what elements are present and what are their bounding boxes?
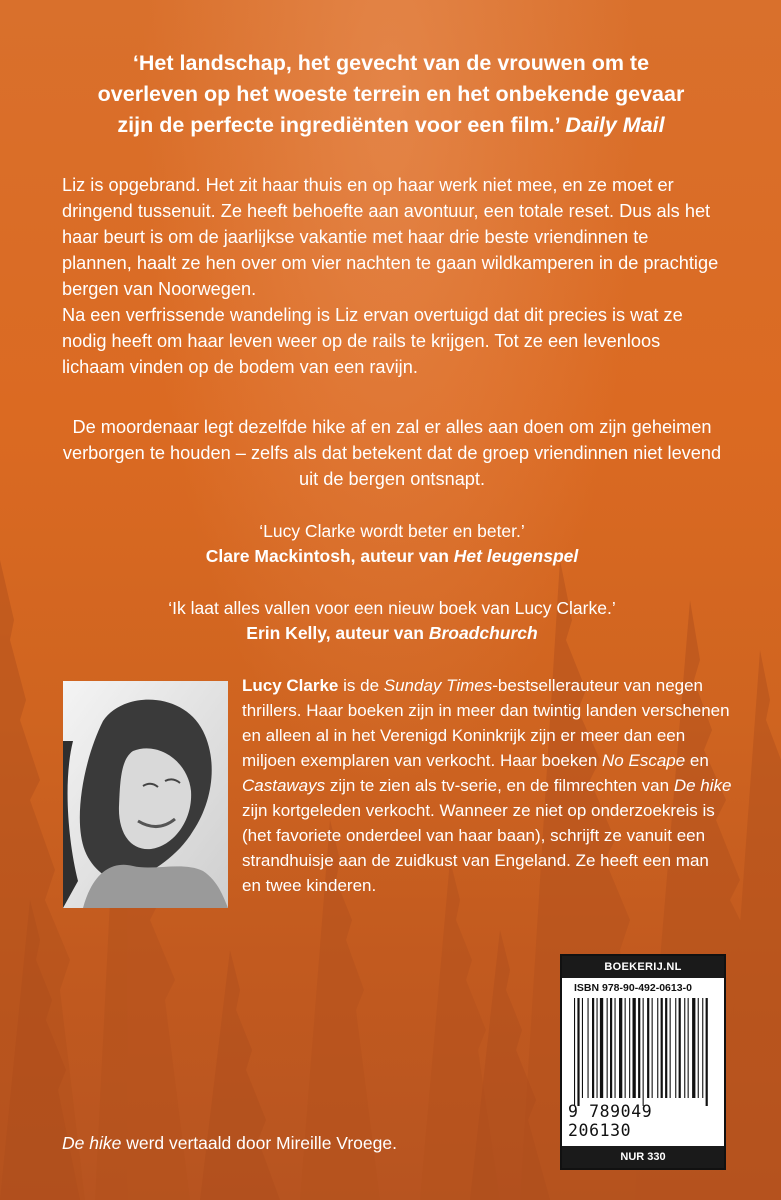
barcode-bar — [657, 998, 658, 1098]
top-quote-text: ‘Het landschap, het gevecht van de vrouwen om te overleven op het woeste terrein en het onbekende gevaar zijn de perfecte ingrediënten voor een film.’ — [97, 51, 685, 137]
barcode-bar — [625, 998, 626, 1098]
barcode-bar — [588, 998, 589, 1098]
author-bio — [242, 673, 732, 898]
top-quote — [80, 48, 702, 141]
review-1 — [62, 519, 722, 569]
credit-title: De hike — [62, 1133, 122, 1153]
bio-newspaper: Sunday Times — [383, 676, 493, 695]
bio-book-3: De hike — [673, 776, 732, 795]
bio-text-2: -bestsellerauteur van negen thrillers. Haar boeken zijn in meer dan twintig landen verschenen en alleen al in het Verenigd Koninkrijk zijn er meer dan een miljoen exemplaren van verkocht. Haar boeken — [242, 676, 730, 770]
bio-name: Lucy Clarke — [242, 676, 339, 695]
blurb-section — [62, 172, 722, 380]
credit-text: werd vertaald door Mireille Vroege. — [121, 1133, 397, 1153]
barcode-bar — [643, 998, 644, 1106]
barcode-bar — [698, 998, 699, 1098]
blurb-paragraph-1: Liz is opgebrand. Het zit haar thuis en op haar werk niet mee, en ze moet er dringend tussenuit. Ze heeft behoefte aan avontuur, een totale reset. Dus als het haar beurt is om de jaarlijkse vakantie met haar drie beste vriendinnen te plannen, haalt ze hen over om vier nachten te gaan wildkamperen in de prachtige bergen van Noorwegen. — [62, 175, 719, 299]
barcode-bar — [633, 998, 636, 1098]
review-author: Clare Mackintosh, auteur van — [205, 546, 449, 566]
publisher-site: BOEKERIJ.NL — [562, 956, 724, 978]
barcode-bar — [638, 998, 640, 1098]
review-work: Het leugenspel — [453, 546, 579, 566]
nur-code: NUR 330 — [562, 1146, 724, 1168]
bio-book-2: Castaways — [242, 776, 326, 795]
barcode-bar — [574, 998, 575, 1106]
barcode-bar — [597, 998, 598, 1098]
review-quote: ‘Lucy Clarke wordt beter en beter.’ — [259, 521, 525, 541]
translator-credit — [62, 1133, 397, 1154]
barcode-bar — [600, 998, 603, 1098]
barcode-bar — [661, 998, 663, 1098]
blurb-paragraph-3: De moordenaar legt dezelfde hike af en zal er alles aan doen om zijn geheimen verborgen te houden – zelfs als dat betekent dat de groep vriendinnen niet levend uit de bergen ontsnapt. — [62, 417, 722, 489]
barcode-bar — [629, 998, 630, 1098]
bio-text-1: is de — [338, 676, 384, 695]
barcode-bar — [607, 998, 608, 1098]
barcode-digits: 9 789049 206130 — [568, 1102, 653, 1140]
blurb-teaser — [62, 414, 722, 492]
barcode-bar — [577, 998, 579, 1106]
barcode-bar — [670, 998, 671, 1098]
barcode-bar — [706, 998, 708, 1106]
review-2 — [62, 596, 722, 646]
author-photo — [63, 681, 228, 908]
barcode-bar — [592, 998, 594, 1098]
bio-text-3: en — [685, 751, 709, 770]
bio-text-4: zijn te zien als tv-serie, en de filmrechten van — [325, 776, 674, 795]
barcode-bar — [665, 998, 667, 1098]
isbn-label: ISBN 978-90-492-0613-0 — [574, 982, 692, 994]
barcode-bar — [619, 998, 622, 1098]
review-author: Erin Kelly, auteur van — [246, 623, 424, 643]
barcode-bar — [675, 998, 676, 1098]
barcode-bar — [610, 998, 612, 1098]
barcode-bar — [679, 998, 681, 1098]
author-photo-image — [63, 681, 228, 908]
review-quote: ‘Ik laat alles vallen voor een nieuw boek van Lucy Clarke.’ — [168, 598, 616, 618]
bio-book-1: No Escape — [602, 751, 686, 770]
barcode-bar — [688, 998, 689, 1098]
bio-text-5: zijn kortgeleden verkocht. Wanneer ze niet op onderzoekreis is (het favoriete onderdeel van haar baan), schrijft ze vanuit een strandhuisje aan de zuidkust van Engeland. Ze heeft een man en twee kinderen. — [242, 801, 715, 895]
blurb-paragraph-2: Na een verfrissende wandeling is Liz ervan overtuigd dat dit precies is wat ze nodig heeft om haar leven weer op de rails te krijgen. Tot ze een levenloos lichaam vinden op de bodem van een ravijn. — [62, 305, 683, 377]
review-work: Broadchurch — [428, 623, 538, 643]
barcode-bar — [702, 998, 703, 1098]
barcode-bar — [652, 998, 653, 1098]
barcode-bar — [684, 998, 685, 1098]
barcode-box — [560, 954, 726, 1170]
barcode-bar — [615, 998, 616, 1098]
top-quote-source: Daily Mail — [565, 113, 665, 137]
barcode-bar — [692, 998, 695, 1098]
barcode-bars — [574, 998, 714, 1106]
barcode-bar — [582, 998, 583, 1098]
barcode-bar — [647, 998, 649, 1098]
